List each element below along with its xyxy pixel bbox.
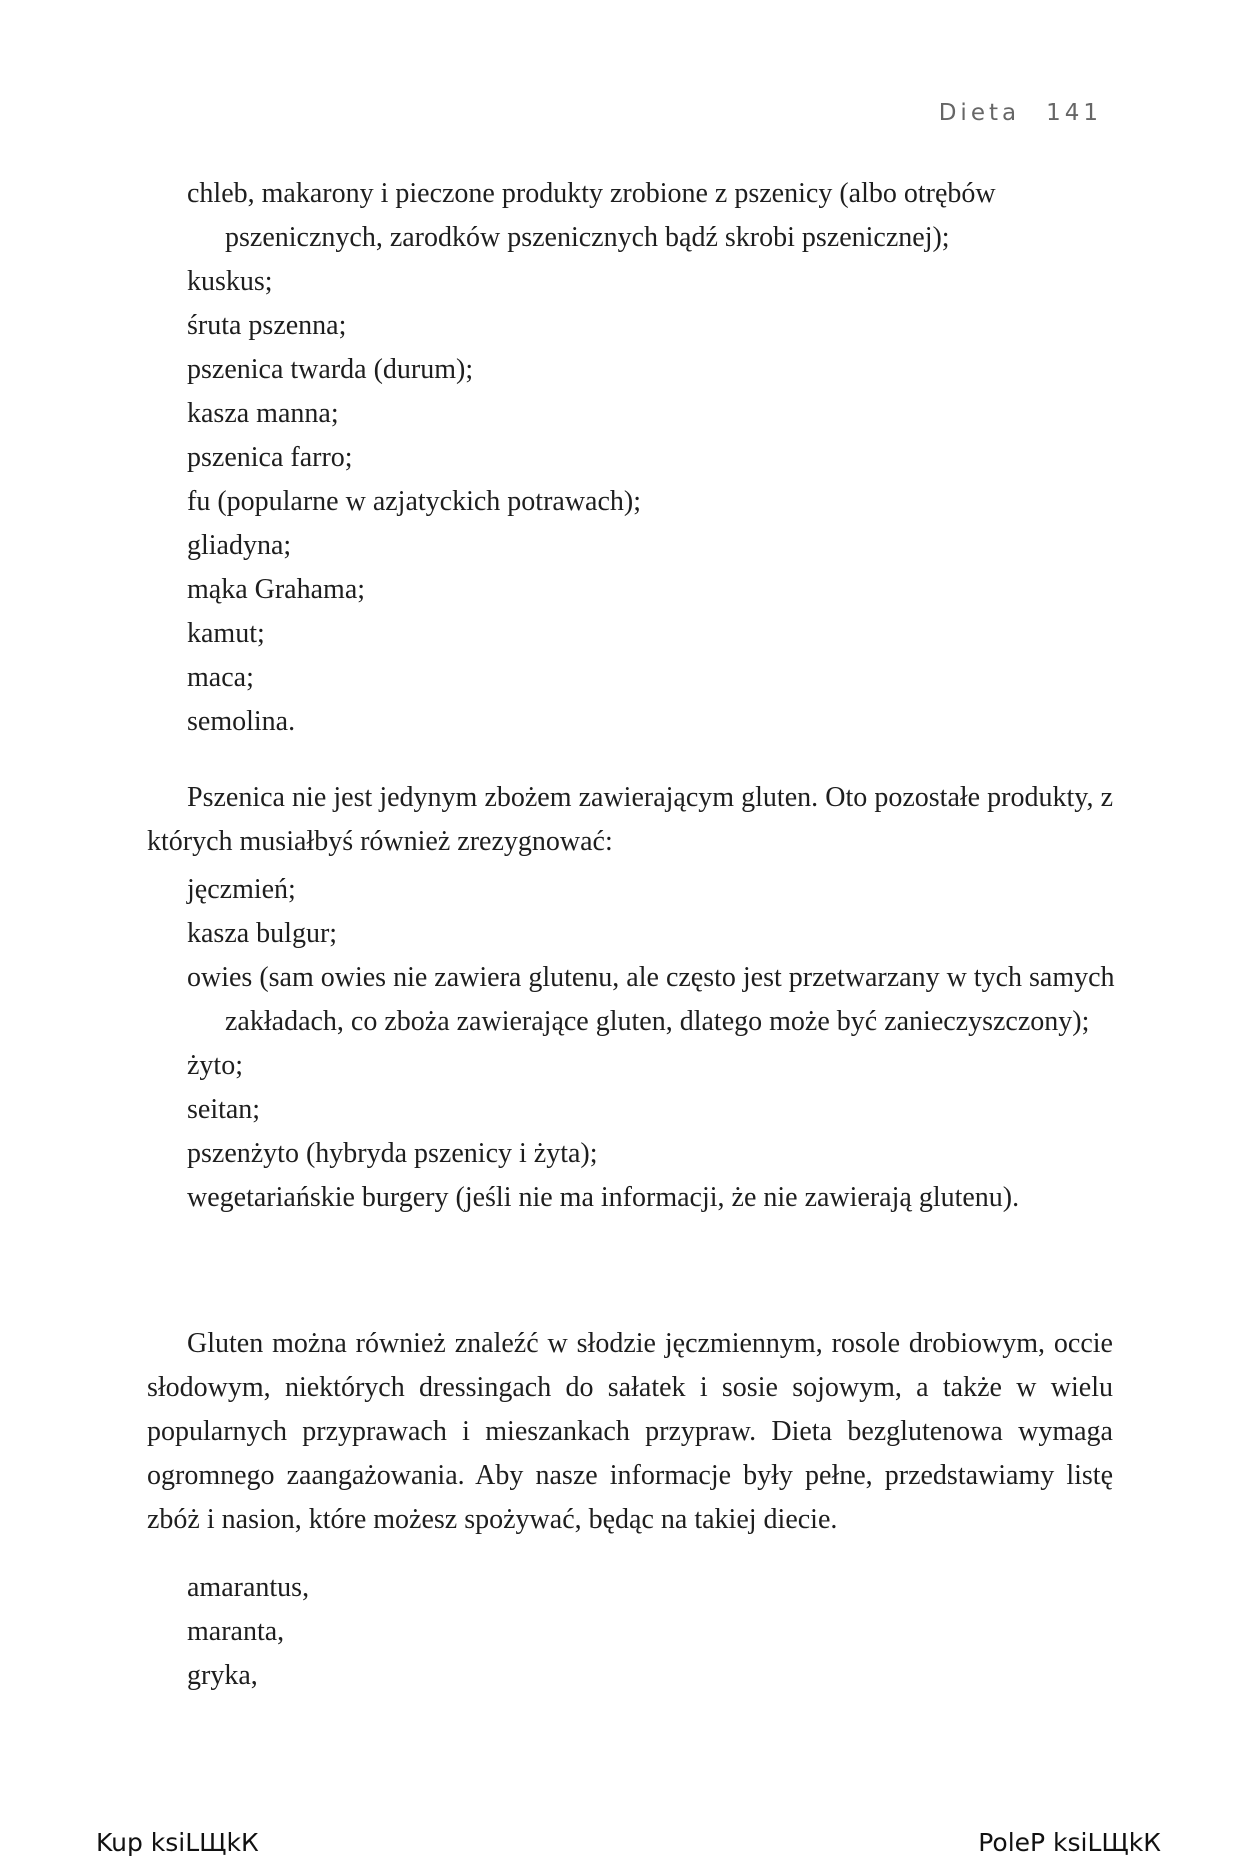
body-paragraph: Gluten można również znaleźć w słodzie jęczmiennym, rosole drobiowym, occie słodowym, niektórych dressingach do sałatek i sosie sojowym, a także w wielu popularnych przyprawach i mieszankach przypraw. Dieta bezglutenowa wymaga ogromnego zaangażowania. Aby nasze informacje były pełne, przedstawiamy listę zbóż i nasion, które możesz spożywać, będąc na takiej diecie. (147, 1328, 1113, 1535)
list-item: pszenżyto (hybryda pszenicy i żyta); (187, 1138, 598, 1169)
list-item: fu (popularne w azjatyckich potrawach); (187, 486, 642, 517)
gluten-grains-list (187, 868, 1122, 1220)
list-item: jęczmień; (187, 874, 296, 905)
list-item: amarantus, (187, 1572, 310, 1603)
list-item: gliadyna; (187, 530, 292, 561)
body-paragraph: Pszenica nie jest jedynym zbożem zawierającym gluten. Oto pozostałe produkty, z których musiałbyś również zrezygnować: (147, 782, 1113, 857)
list-item: kuskus; (187, 266, 273, 297)
list-item: kasza manna; (187, 398, 339, 429)
running-head-section: Dieta (938, 100, 1021, 126)
list-item: owies (sam owies nie zawiera glutenu, ale często jest przetwarzany w tych samych zakładach, co zboża zawierające gluten, dlatego może być zanieczyszczony); (187, 962, 1115, 1037)
list-item: pszenica twarda (durum); (187, 354, 474, 385)
list-item: gryka, (187, 1660, 258, 1691)
wheat-products-list (187, 172, 1122, 744)
list-item: pszenica farro; (187, 442, 353, 473)
list-item: kasza bulgur; (187, 918, 338, 949)
list-item: chleb, makarony i pieczone produkty zrobione z pszenicy (albo otrębów pszenicznych, zarodków pszenicznych bądź skrobi pszenicznej); (187, 178, 996, 253)
recommend-book-link[interactable]: PoleP ksiLЩkК (978, 1828, 1161, 1857)
list-item: seitan; (187, 1094, 261, 1125)
list-item: maranta, (187, 1616, 285, 1647)
list-item: wegetariańskie burgery (jeśli nie ma informacji, że nie zawierają glutenu). (187, 1182, 1020, 1213)
list-item: śruta pszenna; (187, 310, 347, 341)
list-item: maca; (187, 662, 254, 693)
list-item: semolina. (187, 706, 296, 737)
gluten-free-grains-list (187, 1566, 1122, 1698)
list-item: żyto; (187, 1050, 243, 1081)
running-head (939, 100, 1102, 126)
page-number: 141 (1046, 100, 1102, 126)
buy-book-link[interactable]: Kup ksiLЩkК (96, 1828, 259, 1857)
list-item: kamut; (187, 618, 265, 649)
list-item: mąka Grahama; (187, 574, 366, 605)
